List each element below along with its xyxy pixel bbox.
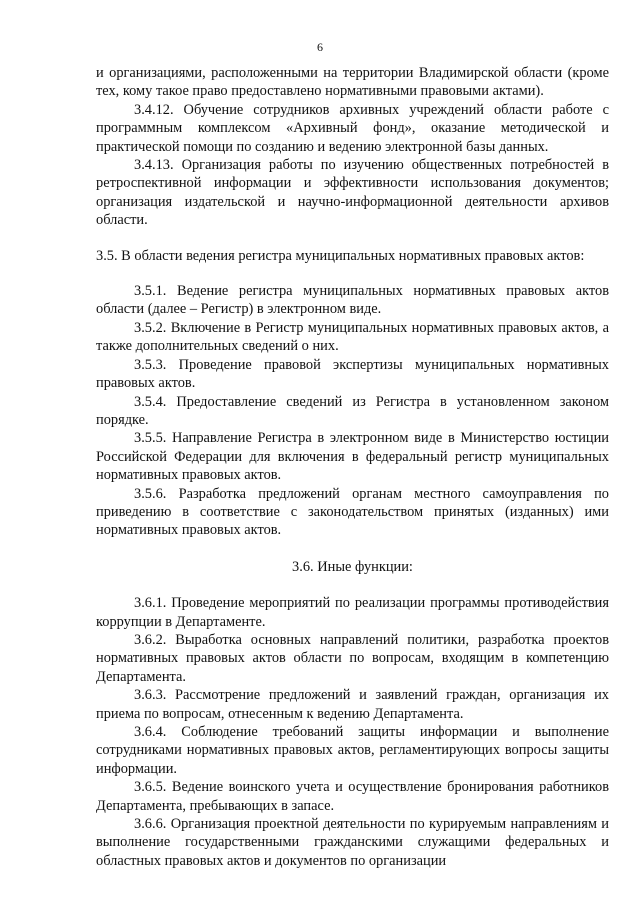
- section-heading-3-5: 3.5. В области ведения регистра муниципальных нормативных правовых актов:: [96, 247, 585, 264]
- paragraph-3-4-12: 3.4.12. Обучение сотрудников архивных учреждений области работе с программным комплексом «Архивный фонд», оказание методической и практической помощи по созданию и ведению электронной базы данных.: [96, 101, 609, 155]
- paragraph-3-5-4: 3.5.4. Предоставление сведений из Регистра в установленном законом порядке.: [96, 393, 609, 428]
- paragraph-3-5-1: 3.5.1. Ведение регистра муниципальных нормативных правовых актов области (далее – Регистр) в электронном виде.: [96, 283, 609, 318]
- section-heading-3-6: 3.6. Иные функции:: [292, 558, 413, 575]
- paragraph-3-6-6: 3.6.6. Организация проектной деятельности по курируемым направлениям и выполнение государственными гражданскими служащими федеральных и областных правовых актов и документов по организации: [96, 816, 609, 869]
- paragraph-3-5-2: 3.5.2. Включение в Регистр муниципальных нормативных правовых актов, а также дополнительных сведений о них.: [96, 319, 609, 355]
- paragraph-3-6-3: 3.6.3. Рассмотрение предложений и заявлений граждан, организация их приема по вопросам, отнесенным к ведению Департамента.: [96, 687, 609, 722]
- paragraph-continuation: и организациями, расположенными на территории Владимирской области (кроме тех, кому такое право предоставлено нормативными правовыми актами).: [96, 65, 609, 100]
- paragraph-3-5-6: 3.5.6. Разработка предложений органам местного самоуправления по приведению в соответствие с законодательством принятых (изданных) ими нормативных правовых актов.: [96, 485, 609, 539]
- document-body: [96, 64, 609, 870]
- paragraph-3-6-5: 3.6.5. Ведение воинского учета и осуществление бронирования работников Департамента, пребывающих в запасе.: [96, 779, 609, 814]
- paragraph-3-6-4: 3.6.4. Соблюдение требований защиты информации и выполнение сотрудниками нормативных правовых актов, регламентирующих вопросы защиты информации.: [96, 724, 609, 777]
- paragraph-3-5-5: 3.5.5. Направление Регистра в электронном виде в Министерство юстиции Российской Федерации для включения в федеральный регистр муниципальных нормативных правовых актов.: [96, 430, 609, 484]
- paragraph-3-5-3: 3.5.3. Проведение правовой экспертизы муниципальных нормативных правовых актов.: [96, 356, 609, 392]
- paragraph-3-4-13: 3.4.13. Организация работы по изучению общественных потребностей в ретроспективной информации и эффективности использования документов; организация издательской и научно-информационной деятельности архивов области.: [96, 157, 609, 229]
- paragraph-3-6-2: 3.6.2. Выработка основных направлений политики, разработка проектов нормативных правовых актов области по вопросам, входящим в компетенцию Департамента.: [96, 631, 609, 685]
- page-number: 6: [317, 40, 323, 54]
- paragraph-3-6-1: 3.6.1. Проведение мероприятий по реализации программы противодействия коррупции в Департаменте.: [96, 595, 609, 630]
